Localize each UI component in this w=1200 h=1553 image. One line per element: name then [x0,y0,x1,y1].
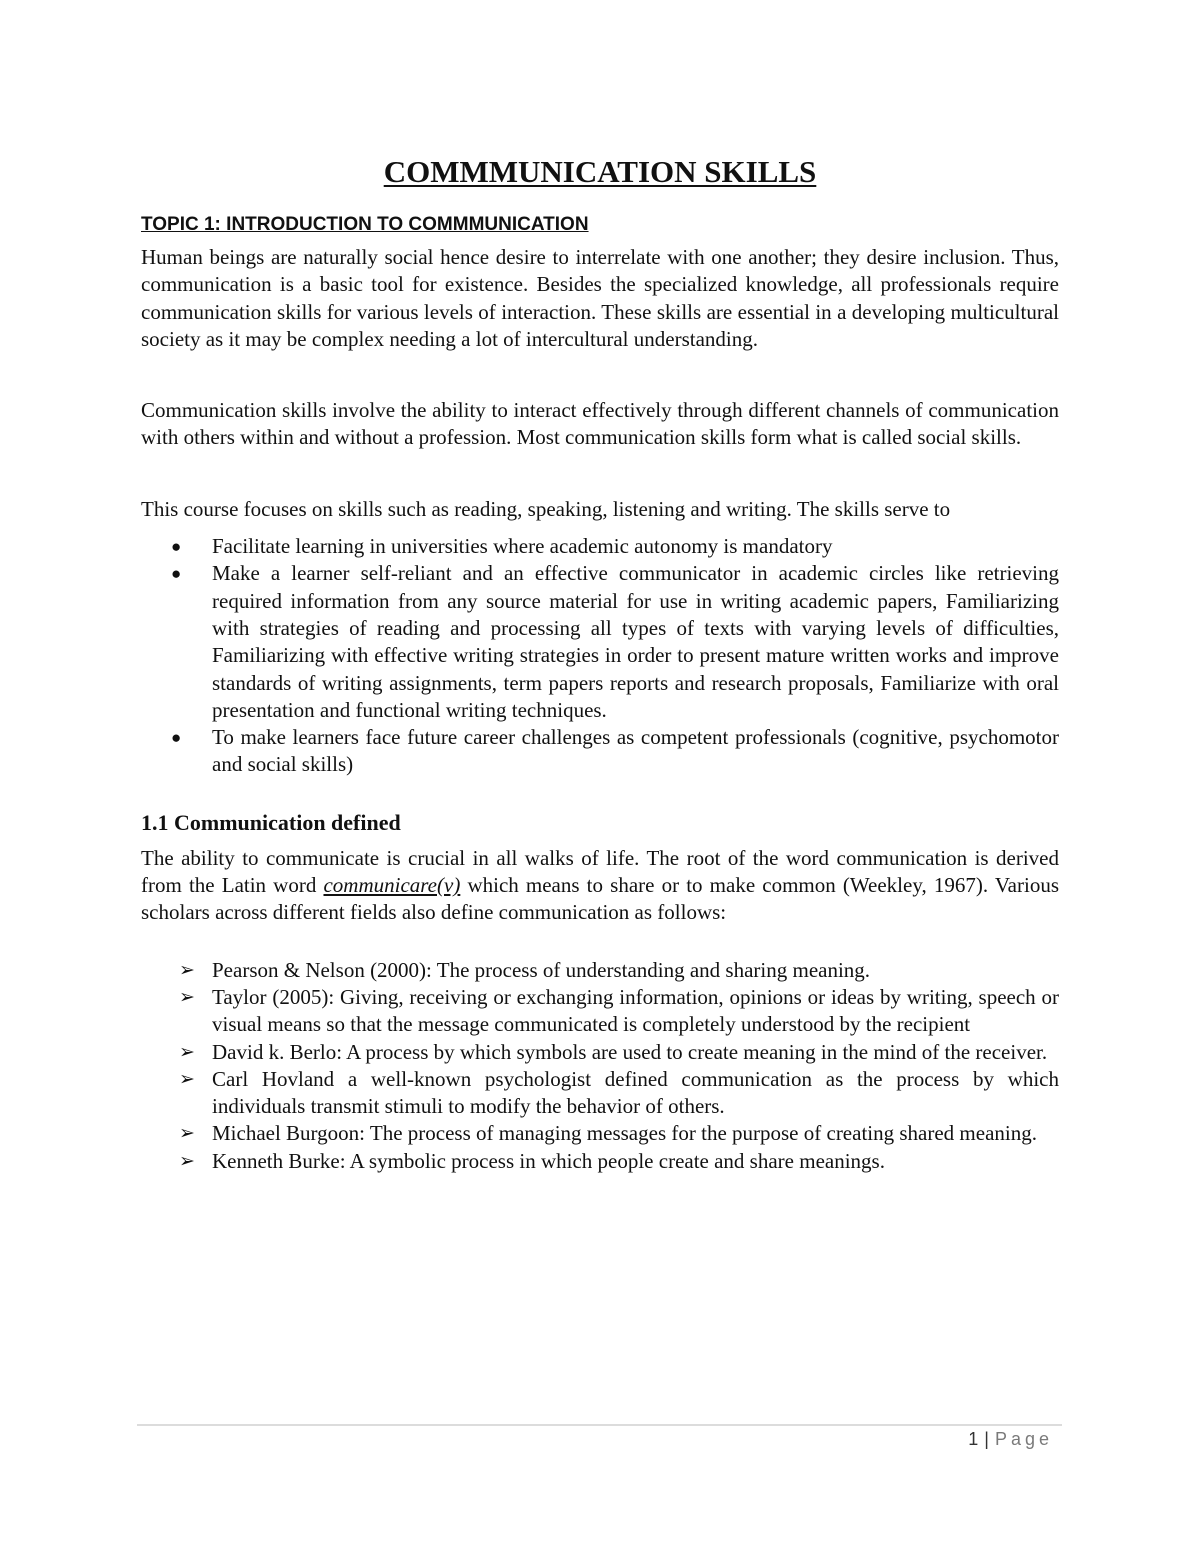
topic-heading: TOPIC 1: INTRODUCTION TO COMMMUNICATION [141,214,589,235]
document-title: COMMMUNICATION SKILLS [383,154,817,189]
list-item-text: David k. Berlo: A process by which symbols are used to create meaning in the mind of the receiver. [212,1039,1048,1064]
bullet-icon: ● [171,537,182,557]
list-item-text: Michael Burgoon: The process of managing messages for the purpose of creating shared meaning. [212,1121,1037,1146]
bullet-icon: ● [171,564,182,584]
page-label: Page [994,1429,1053,1449]
list-item-text: Pearson & Nelson (2000): The process of understanding and sharing meaning. [212,957,871,982]
list-item [141,724,1059,779]
list-item [141,1148,1059,1175]
paragraph-text: which means to share or to make common (Weekley, 1967). Various scholars across different fields also define communication as follows: [141,873,1059,925]
list-item-text: Taylor (2005): Giving, receiving or exchanging information, opinions or ideas by writing, speech or visual means so that the message communicated is completely understood by the recipient [212,984,1059,1037]
list-item [141,1039,1059,1066]
list-item-text: To make learners face future career challenges as competent professionals (cognitive, psychomotor and social skills) [212,725,1059,777]
section-heading: 1.1 Communication defined [141,809,401,835]
definition-intro-paragraph [141,845,1059,927]
paragraph-text: The ability to communicate is crucial in all walks of life. The root of the word communication is derived from the Latin word [141,845,1059,898]
list-item [141,957,1059,984]
arrow-bullet-icon: ➢ [179,1041,195,1063]
footer-divider [137,1424,1062,1426]
list-item-text: Carl Hovland a well-known psychologist defined communication as the process by which individuals transmit stimuli to modify the behavior of others. [212,1066,1059,1119]
list-item [141,984,1059,1039]
document-page [141,150,1059,1175]
intro-paragraph-2: Communication skills involve the ability to interact effectively through different channels of communication with others within and without a profession. Most communication skills form what is called social skills. [141,398,1059,450]
intro-paragraph-1: Human beings are naturally social hence desire to interrelate with one another; they desire inclusion. Thus, communication is a basic tool for existence. Besides the specialized knowledge, all professionals require communication skills for various levels of interaction. These skills are essential in a developing multicultural society as it may be complex needing a lot of intercultural understanding. [141,245,1059,351]
list-item [141,1066,1059,1121]
arrow-bullet-icon: ➢ [179,1068,195,1090]
arrow-bullet-icon: ➢ [179,959,195,981]
arrow-bullet-icon: ➢ [179,1123,195,1145]
arrow-bullet-icon: ➢ [179,986,195,1008]
list-item-text: Make a learner self-reliant and an effective communicator in academic circles like retrieving required information from any source material for use in writing academic papers, Familiarizing with strategies of reading and processing all types of texts with varying levels of difficulties, Familiarizing with effective writing strategies in order to present mature written works and improve standards of writing assignments, term papers reports and research proposals, Familiarize with oral presentation and functional writing techniques. [212,561,1059,722]
arrow-bullet-icon: ➢ [179,1150,195,1172]
page-number: 1 [968,1429,979,1449]
list-item [141,560,1059,724]
footer-separator: | [984,1429,989,1449]
intro-paragraph-3: This course focuses on skills such as reading, speaking, listening and writing. The skills serve to [141,496,951,521]
list-item [141,533,1059,560]
latin-term: communicare(v) [323,873,461,898]
list-item-text: Facilitate learning in universities where academic autonomy is mandatory [212,534,833,559]
page-footer [968,1429,1053,1450]
list-item-text: Kenneth Burke: A symbolic process in which people create and share meanings. [212,1148,885,1173]
bullet-icon: ● [171,728,182,748]
list-item [141,1120,1059,1147]
skills-bullet-list [141,533,1059,779]
definitions-list [141,957,1059,1175]
